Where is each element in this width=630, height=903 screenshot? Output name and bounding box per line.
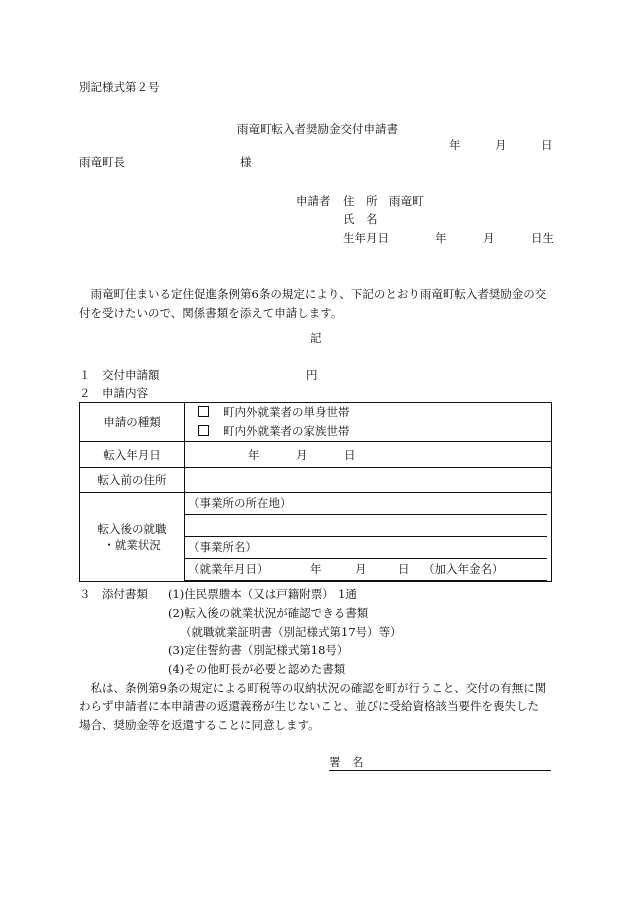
type-option-family[interactable]	[198, 422, 551, 441]
prev-address-label: 転入前の住所	[80, 468, 185, 493]
office-name-line[interactable]	[185, 537, 547, 559]
type-cell	[185, 403, 552, 442]
birth-label: 生年月日	[343, 231, 389, 245]
move-in-month: 月	[296, 448, 308, 462]
attachment-item-1: (1)住民票謄本（又は戸籍附票）	[168, 587, 334, 601]
type-label: 申請の種類	[80, 403, 185, 442]
consent-line-1: 私は、条例第9条の規定による町税等の収納状況の確認を町が行うこと、交付の有無に関	[79, 681, 547, 695]
item1-label: １ 交付申請額	[79, 368, 160, 382]
checkbox-icon[interactable]	[198, 425, 209, 436]
employment-label	[80, 493, 185, 582]
date-month: 月	[495, 138, 507, 152]
row-type	[80, 403, 552, 442]
move-in-day: 日	[344, 448, 356, 462]
office-location-line[interactable]	[185, 493, 547, 515]
form-number: 別記様式第２号	[79, 80, 160, 94]
applicant-label: 申請者	[296, 194, 331, 208]
signature-label: 署 名	[329, 755, 364, 769]
office-name-label: （事業所名）	[188, 540, 257, 554]
employment-month: 月	[355, 562, 367, 576]
name-label: 氏 名	[343, 212, 378, 226]
document-title: 雨竜町転入者奨励金交付申請書	[237, 122, 398, 136]
attachment-item-4: (4)その他町長が必要と認めた書類	[168, 662, 346, 676]
employment-cell	[185, 493, 552, 582]
application-table	[79, 402, 552, 582]
attachment-item-2-note: （就職就業証明書（別記様式第17号）等）	[180, 625, 402, 639]
row-prev-address	[80, 468, 552, 493]
prev-address-cell[interactable]	[185, 468, 552, 493]
move-in-date-label: 転入年月日	[80, 442, 185, 468]
employment-label-line-1: 転入後の就職	[97, 522, 167, 536]
employment-year: 年	[310, 562, 322, 576]
row-employment	[80, 493, 552, 582]
move-in-year: 年	[248, 448, 260, 462]
office-location-extra-line[interactable]	[185, 515, 547, 537]
item1-unit: 円	[306, 368, 318, 382]
attachment-item-3: (3)定住誓約書（別記様式第18号）	[168, 643, 349, 657]
consent-line-2: わらず申請者に本申請書の返還義務が生じないこと、並びに受給資格該当要件を喪失した	[79, 699, 539, 713]
move-in-date-cell	[185, 442, 552, 468]
item2-label: ２ 申請内容	[79, 386, 148, 400]
date-year: 年	[449, 138, 461, 152]
address-label: 住 所	[343, 194, 378, 208]
employment-date-label: （就業年月日）	[188, 562, 269, 576]
birth-day: 日生	[531, 231, 554, 245]
row-move-in-date	[80, 442, 552, 468]
checkbox-icon[interactable]	[198, 406, 209, 417]
addressee-name: 雨竜町長	[79, 155, 125, 169]
address-value: 雨竜町	[389, 194, 424, 208]
birth-year: 年	[435, 231, 447, 245]
consent-line-3: 場合、奨励金等を返還することに同意します。	[79, 718, 320, 732]
type-option-2-label: 町内外就業者の家族世帯	[223, 424, 350, 438]
birth-month: 月	[483, 231, 495, 245]
employment-date-line[interactable]	[185, 559, 547, 581]
type-option-single[interactable]	[198, 403, 551, 422]
addressee-honorific: 様	[240, 155, 252, 169]
employment-day: 日	[398, 562, 410, 576]
body-line-1: 雨竜町住まいる定住促進条例第6条の規定により、下記のとおり雨竜町転入者奨励金の交	[79, 287, 547, 301]
office-location-label: （事業所の所在地）	[188, 496, 292, 510]
type-option-1-label: 町内外就業者の単身世帯	[223, 405, 350, 419]
attachment-item-2: (2)転入後の就業状況が確認できる書類	[168, 606, 369, 620]
attachments-label: ３ 添付書類	[79, 587, 148, 601]
pension-label: （加入年金名）	[423, 562, 504, 576]
ki-marker: 記	[310, 331, 322, 345]
body-line-2: 付を受けたいので、関係書類を添えて申請します。	[79, 306, 343, 320]
attachment-item-1-count: 1通	[338, 587, 357, 601]
signature-line[interactable]	[329, 754, 551, 771]
date-day: 日	[541, 138, 553, 152]
employment-label-line-2: ・就業状況	[103, 538, 161, 552]
